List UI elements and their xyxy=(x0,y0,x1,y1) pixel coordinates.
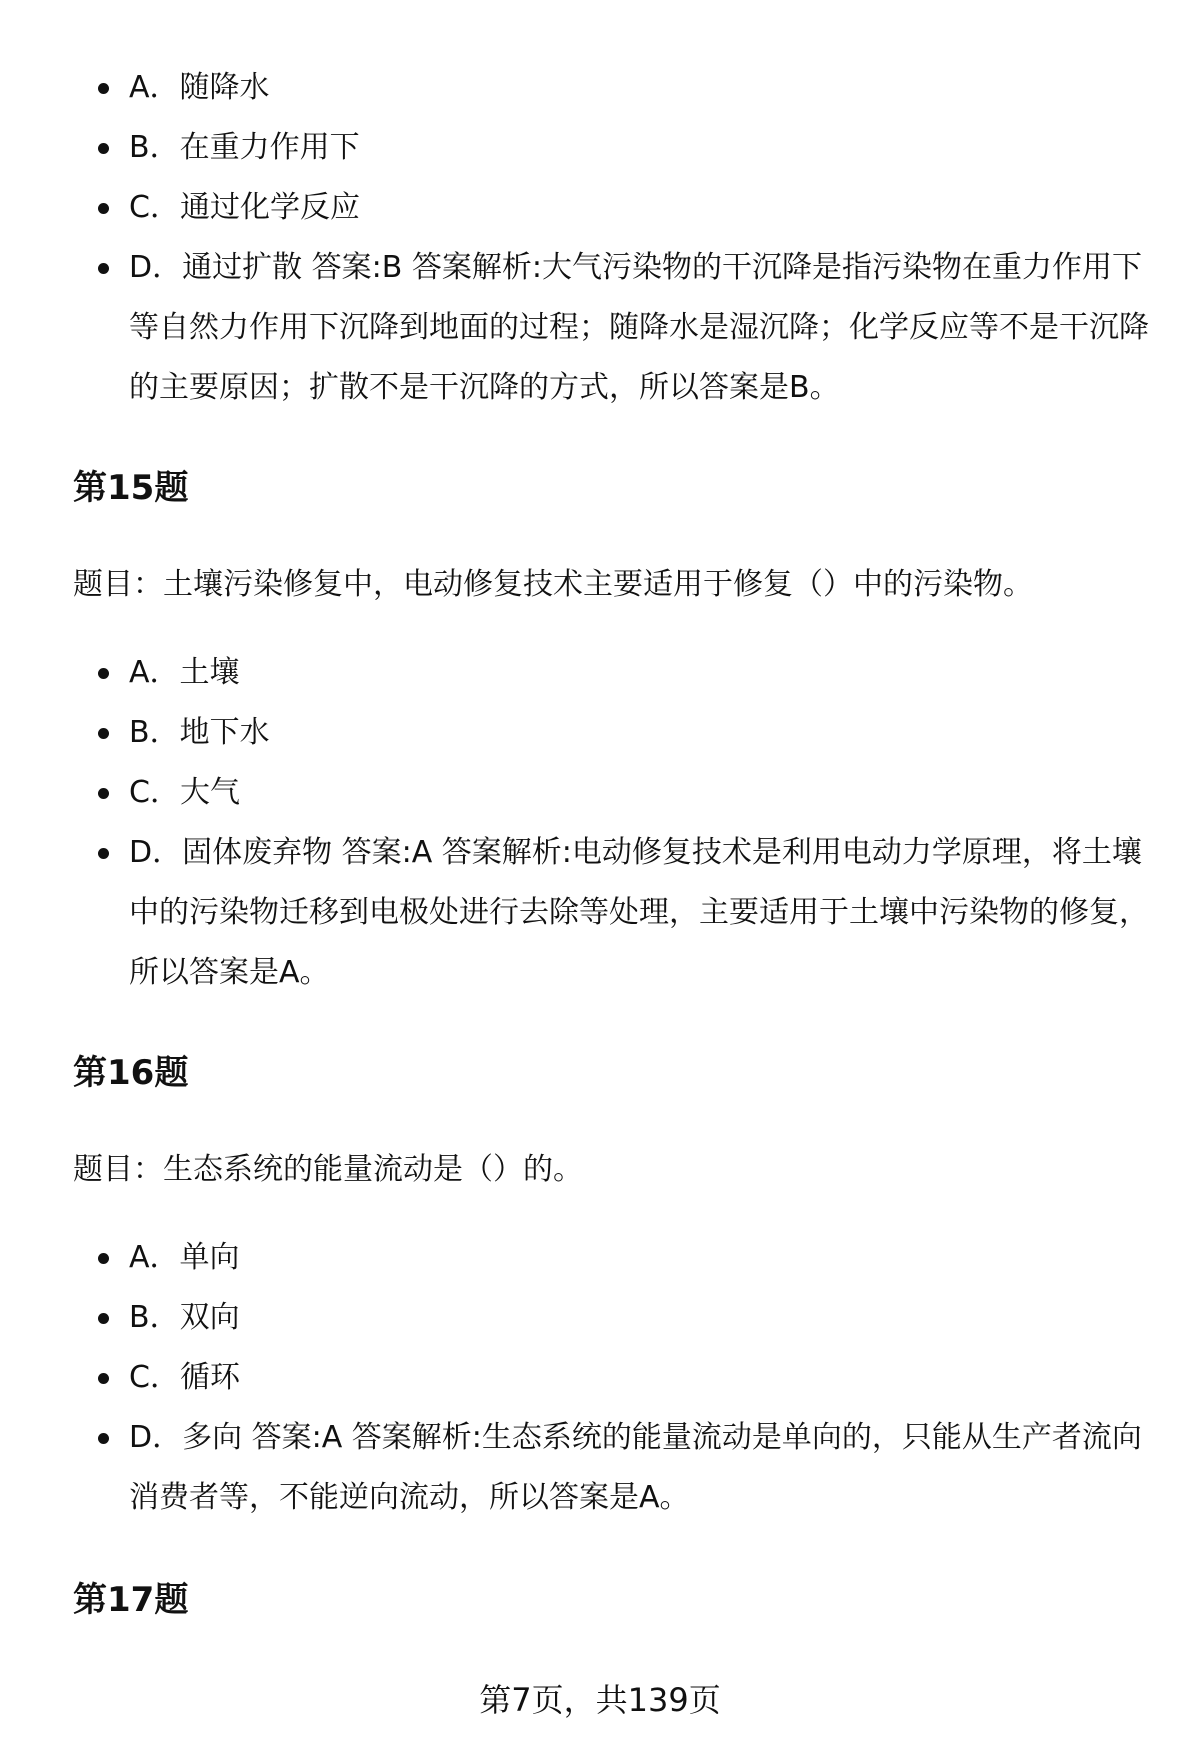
bullet-icon xyxy=(98,1433,109,1444)
option-text: C．循环 xyxy=(129,1360,240,1395)
question-title: 第17题 xyxy=(73,1580,189,1620)
bullet-icon xyxy=(98,83,109,94)
option-text: D．通过扩散 答案:B 答案解析:大气污染物的干沉降是指污染物在重力作用下等自然力作用下沉降到地面的过程；随降水是湿沉降；化学反应等不是干沉降的主要原因；扩散不是干沉降的方式，所以答案是B。 xyxy=(129,250,1149,405)
option-c xyxy=(0,178,1200,238)
option-d-with-answer xyxy=(0,1408,1200,1528)
bullet-icon xyxy=(98,203,109,214)
question-stem: 题目：生态系统的能量流动是（）的。 xyxy=(73,1152,583,1187)
option-b xyxy=(0,118,1200,178)
bullet-icon xyxy=(98,143,109,154)
question-title: 第16题 xyxy=(73,1053,189,1093)
option-text: B．地下水 xyxy=(129,715,270,750)
option-text: C．大气 xyxy=(129,775,240,810)
question-stem: 题目：土壤污染修复中，电动修复技术主要适用于修复（）中的污染物。 xyxy=(73,567,1033,602)
option-text: D．固体废弃物 答案:A 答案解析:电动修复技术是利用电动力学原理，将土壤中的污染物迁移到电极处进行去除等处理，主要适用于土壤中污染物的修复，所以答案是A。 xyxy=(129,835,1149,990)
option-b xyxy=(0,1288,1200,1348)
option-text: C．通过化学反应 xyxy=(129,190,360,225)
q15-options xyxy=(0,643,1200,1003)
option-text: B．双向 xyxy=(129,1300,240,1335)
bullet-icon xyxy=(98,668,109,679)
bullet-icon xyxy=(98,728,109,739)
option-b xyxy=(0,703,1200,763)
option-a xyxy=(0,643,1200,703)
option-text: A．单向 xyxy=(129,1240,240,1275)
option-a xyxy=(0,58,1200,118)
option-d-with-answer xyxy=(0,238,1200,418)
bullet-icon xyxy=(98,1313,109,1324)
question-title: 第15题 xyxy=(73,468,189,508)
option-d-with-answer xyxy=(0,823,1200,1003)
q16-options xyxy=(0,1228,1200,1528)
option-c xyxy=(0,1348,1200,1408)
option-c xyxy=(0,763,1200,823)
option-text: B．在重力作用下 xyxy=(129,130,360,165)
option-text: A．土壤 xyxy=(129,655,240,690)
bullet-icon xyxy=(98,1373,109,1384)
option-text: A．随降水 xyxy=(129,70,270,105)
bullet-icon xyxy=(98,848,109,859)
bullet-icon xyxy=(98,788,109,799)
page-number: 第7页，共139页 xyxy=(479,1681,721,1719)
q14-options xyxy=(0,58,1200,418)
option-a xyxy=(0,1228,1200,1288)
option-text: D．多向 答案:A 答案解析:生态系统的能量流动是单向的，只能从生产者流向消费者等，不能逆向流动，所以答案是A。 xyxy=(129,1420,1142,1515)
bullet-icon xyxy=(98,263,109,274)
bullet-icon xyxy=(98,1253,109,1264)
